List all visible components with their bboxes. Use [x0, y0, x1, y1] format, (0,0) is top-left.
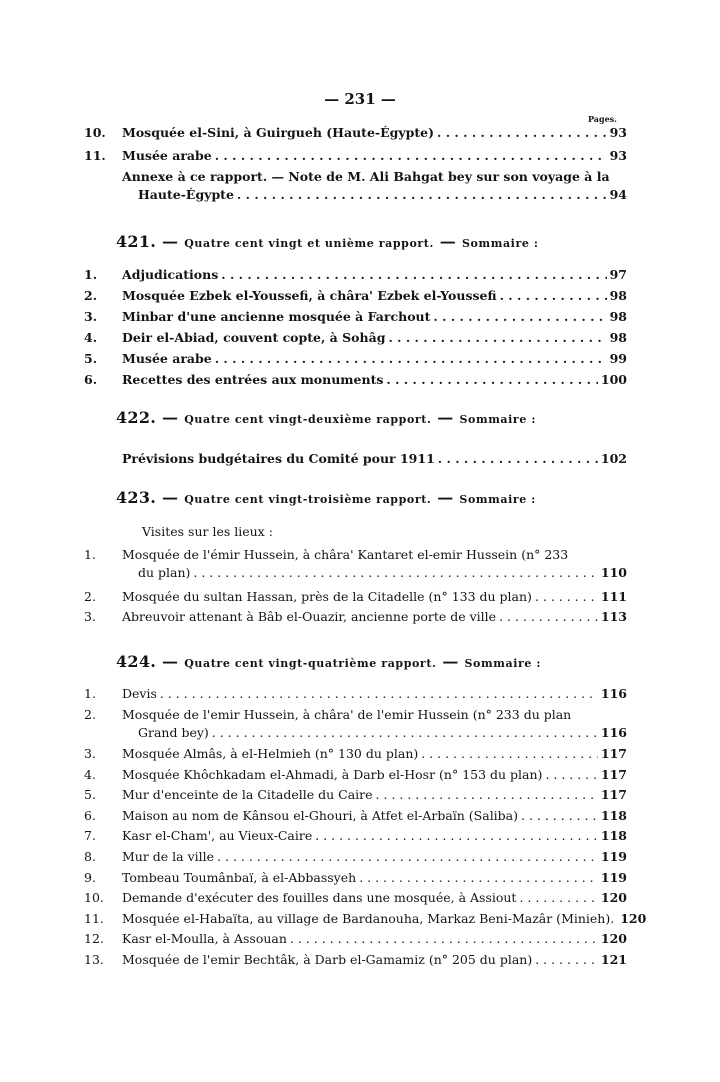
- item-text: Mosquée Almâs, à el-Helmieh (n° 130 du plan): [122, 746, 419, 761]
- item-page: 117: [600, 746, 627, 761]
- item-number: 5.: [84, 351, 98, 366]
- list-item: [84, 745, 627, 763]
- list-item: [84, 588, 627, 606]
- item-number: 7.: [84, 828, 96, 844]
- item-number: 6.: [84, 372, 98, 387]
- item-text: Devis: [122, 686, 157, 701]
- annexe-page: 94: [609, 187, 627, 202]
- item-page: 117: [600, 787, 627, 803]
- list-item: [84, 685, 627, 703]
- item-number: 1.: [84, 267, 98, 282]
- item-number: 12.: [84, 931, 104, 947]
- section-heading-421: 421. — Quatre cent vingt et unième rapport. — Sommaire :: [116, 232, 539, 251]
- item-page: 120: [620, 910, 647, 926]
- item-number: 6.: [84, 807, 96, 823]
- item-page: 116: [600, 725, 627, 740]
- item-number: 2.: [84, 288, 98, 303]
- list-item: [84, 546, 627, 582]
- item-text: Mur d'enceinte de la Citadelle du Caire: [122, 787, 373, 803]
- item-text: Mosquée el-Habaïta, au village de Bardanouha, Markaz Beni-Mazâr (Minieh).: [122, 910, 615, 926]
- list-item: [84, 266, 627, 284]
- item-text: Mosquée de l'emir Hussein, à châra' de l'emir Hussein (n° 233 du plan: [122, 707, 572, 722]
- item-text: Maison au nom de Kânsou el-Ghouri, à Atfet el-Arbaïn (Saliba): [122, 807, 519, 823]
- item-text: Mosquée du sultan Hassan, près de la Citadelle (n° 133 du plan): [122, 589, 532, 604]
- item-text: Prévisions budgétaires du Comité pour 1911: [122, 451, 435, 466]
- item-number: 4.: [84, 330, 98, 345]
- item-text: Recettes des entrées aux monuments: [122, 372, 384, 387]
- item-text: Mosquée de l'émir Hussein, à châra' Kantaret el-emir Hussein (n° 233: [122, 547, 569, 562]
- item-text: Kasr el-Cham', au Vieux-Caire: [122, 828, 313, 844]
- item-number: 10.: [84, 890, 104, 906]
- item-page: 120: [600, 931, 627, 947]
- item-number: 11.: [84, 148, 106, 163]
- list-item: [84, 329, 627, 347]
- item-page: 117: [600, 766, 627, 782]
- item-number: 4.: [84, 766, 96, 782]
- pages-column-label: Pages.: [588, 114, 617, 124]
- item-text-cont: du plan): [138, 565, 191, 580]
- list-item: [84, 951, 627, 969]
- item-page: 110: [600, 565, 627, 580]
- subheading-visites: Visites sur les lieux :: [142, 524, 273, 539]
- item-number: 3.: [84, 609, 96, 624]
- section-heading-422: 422. — Quatre cent vingt-deuxième rapport. — Sommaire :: [116, 408, 537, 427]
- item-text: Mur de la ville: [122, 849, 215, 864]
- list-item: [84, 827, 627, 845]
- item-text-cont: Grand bey): [138, 725, 209, 740]
- item-text: Adjudications: [122, 267, 219, 282]
- list-item: [84, 124, 627, 142]
- item-text: Tombeau Toumânbaï, à el-Abbassyeh: [122, 869, 357, 885]
- item-text: Musée arabe: [122, 148, 212, 163]
- item-number: 10.: [84, 125, 106, 140]
- section-heading-424: 424. — Quatre cent vingt-quatrième rapport. — Sommaire :: [116, 652, 542, 671]
- section-heading-423: 423. — Quatre cent vingt-troisième rapport. — Sommaire :: [116, 488, 536, 507]
- item-page: 98: [609, 330, 627, 345]
- item-number: 8.: [84, 849, 96, 864]
- item-page: 93: [609, 148, 627, 163]
- item-number: 3.: [84, 746, 96, 761]
- list-item: [84, 706, 627, 742]
- item-number: 2.: [84, 589, 96, 604]
- annexe-line1: Annexe à ce rapport. — Note de M. Ali Bahgat bey sur son voyage à la: [122, 169, 610, 184]
- list-item: [84, 930, 627, 948]
- item-number: 1.: [84, 686, 96, 701]
- item-number: 13.: [84, 952, 104, 967]
- item-page: 119: [600, 869, 627, 885]
- annexe-item: [84, 168, 627, 204]
- list-item: [84, 450, 627, 468]
- list-item: [84, 147, 627, 165]
- item-text: Mosquée de l'emir Bechtâk, à Darb el-Gamamiz (n° 205 du plan): [122, 952, 533, 967]
- list-item: [84, 766, 627, 784]
- list-item: [84, 371, 627, 389]
- item-text: Deir el-Abiad, couvent copte, à Sohâg: [122, 330, 386, 345]
- list-item: [84, 869, 627, 887]
- item-text: Mosquée Khôchkadam el-Ahmadi, à Darb el-Hosr (n° 153 du plan): [122, 766, 543, 782]
- item-text: Mosquée Ezbek el-Youssefi, à châra' Ezbek el-Youssefi: [122, 288, 497, 303]
- list-item: [84, 287, 627, 305]
- item-number: 3.: [84, 309, 98, 324]
- page-number: — 231 —: [324, 90, 396, 108]
- item-page: 99: [609, 351, 627, 366]
- list-item: [84, 308, 627, 326]
- item-page: 98: [609, 288, 627, 303]
- item-number: 1.: [84, 547, 96, 562]
- item-page: 118: [600, 807, 627, 823]
- item-page: 102: [600, 451, 627, 466]
- item-number: 5.: [84, 787, 96, 803]
- item-text: Demande d'exécuter des fouilles dans une mosquée, à Assiout: [122, 890, 517, 906]
- item-page: 121: [600, 952, 627, 967]
- item-text: Minbar d'une ancienne mosquée à Farchout: [122, 309, 431, 324]
- item-number: 9.: [84, 869, 96, 885]
- item-page: 119: [600, 849, 627, 864]
- list-item: [84, 608, 627, 626]
- list-item: [84, 786, 627, 804]
- item-page: 118: [600, 828, 627, 844]
- item-page: 98: [609, 309, 627, 324]
- item-number: 11.: [84, 910, 104, 926]
- item-page: 113: [600, 609, 627, 624]
- list-item: [84, 848, 627, 866]
- item-page: 111: [600, 589, 627, 604]
- item-text: Mosquée el-Sini, à Guirgueh (Haute-Égypte): [122, 125, 435, 140]
- list-item: [84, 350, 627, 368]
- item-number: 2.: [84, 707, 96, 722]
- item-page: 97: [609, 267, 627, 282]
- item-text: Musée arabe: [122, 351, 212, 366]
- item-text: Abreuvoir attenant à Bâb el-Ouazir, ancienne porte de ville: [122, 609, 497, 624]
- item-page: 93: [609, 125, 627, 140]
- annexe-line2: Haute-Égypte: [138, 187, 234, 202]
- item-page: 120: [600, 890, 627, 906]
- list-item: [84, 910, 647, 928]
- item-page: 116: [600, 686, 627, 701]
- item-page: 100: [600, 372, 627, 387]
- item-text: Kasr el-Moulla, à Assouan: [122, 931, 287, 947]
- list-item: [84, 807, 627, 825]
- list-item: [84, 889, 627, 907]
